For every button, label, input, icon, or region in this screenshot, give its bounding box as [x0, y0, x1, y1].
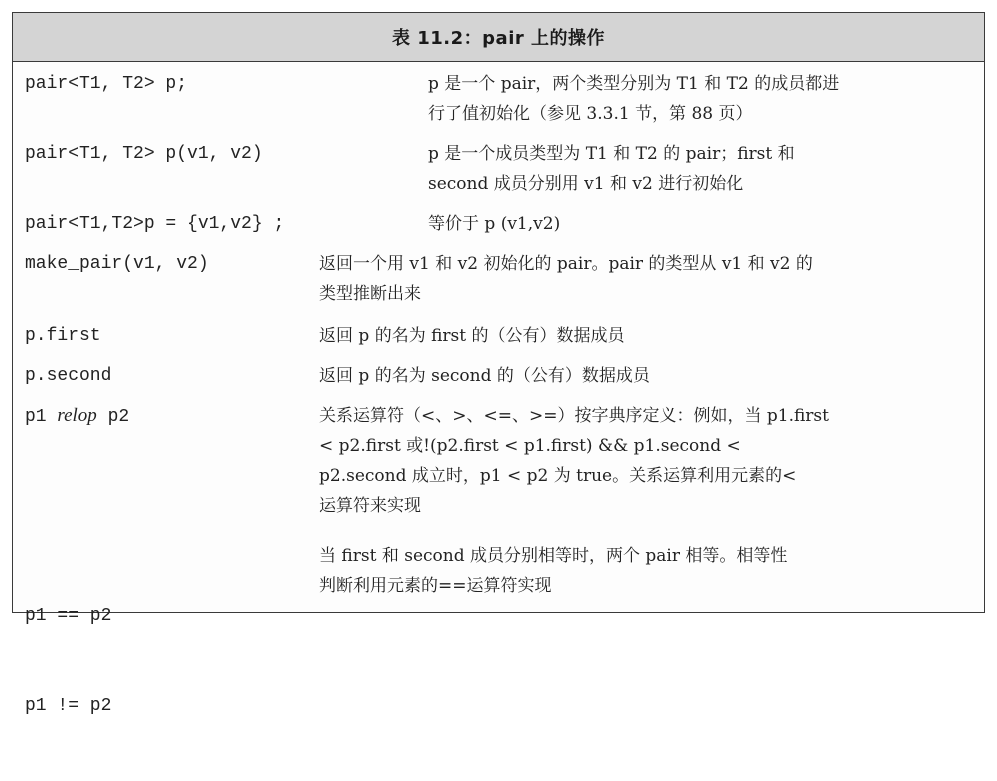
operand-left: p1 [25, 407, 58, 427]
description-line: 关系运算符（<、>、<=、>=）按字典序定义：例如，当 p1.first [319, 406, 829, 426]
operation-description [319, 401, 974, 521]
description-line: 判断利用元素的==运算符实现 [319, 576, 552, 596]
description-line: 返回一个用 v1 和 v2 初始化的 pair。pair 的类型从 v1 和 v2 的 [319, 254, 813, 274]
description-line: p 是一个 pair，两个类型分别为 T1 和 T2 的成员都进 [428, 74, 840, 94]
description-line: 返回 p 的名为 second 的（公有）数据成员 [319, 366, 650, 386]
description-line: 运算符来实现 [319, 496, 421, 516]
operation-description [319, 541, 974, 601]
operation-description [428, 69, 974, 129]
operation-code: p.second [25, 366, 112, 386]
description-line: 返回 p 的名为 first 的（公有）数据成员 [319, 326, 625, 346]
operation-description [428, 209, 974, 239]
description-line: p 是一个成员类型为 T1 和 T2 的 pair；first 和 [428, 144, 795, 164]
operand-right: p2 [96, 407, 130, 427]
description-line: second 成员分别用 v1 和 v2 进行初始化 [428, 174, 744, 194]
table-title-bar [13, 13, 984, 62]
description-line: p2.second 成立时，p1 < p2 为 true。关系运算利用元素的< [319, 466, 797, 486]
operation-code: pair<T1, T2> p; [25, 74, 188, 94]
description-line: 行了值初始化（参见 3.3.1 节，第 88 页） [428, 104, 753, 124]
description-line: 当 first 和 second 成员分别相等时，两个 pair 相等。相等性 [319, 546, 788, 566]
operation-description [428, 139, 974, 199]
pair-operations-table [12, 12, 985, 716]
operation-code [25, 401, 129, 432]
description-line: 等价于 p (v1,v2) [428, 214, 561, 234]
table-title: 表 11.2：pair 上的操作 [391, 28, 606, 49]
description-line: < p2.first 或!(p2.first < p1.first) && p1.second < [319, 436, 741, 456]
operation-code: p.first [25, 326, 101, 346]
relop-placeholder: relop [57, 405, 97, 426]
operation-description [319, 361, 974, 391]
operation-description [319, 249, 974, 309]
description-line: 类型推断出来 [319, 284, 421, 304]
operation-code: pair<T1,T2>p = {v1,v2} ; [25, 214, 285, 234]
operation-code [25, 541, 111, 781]
operation-description [319, 321, 974, 351]
operation-code: pair<T1, T2> p(v1, v2) [25, 144, 263, 164]
operation-code: make_pair(v1, v2) [25, 254, 209, 274]
operation-code-line: p1 == p2 [25, 606, 112, 626]
operation-code-line: p1 != p2 [25, 696, 112, 716]
